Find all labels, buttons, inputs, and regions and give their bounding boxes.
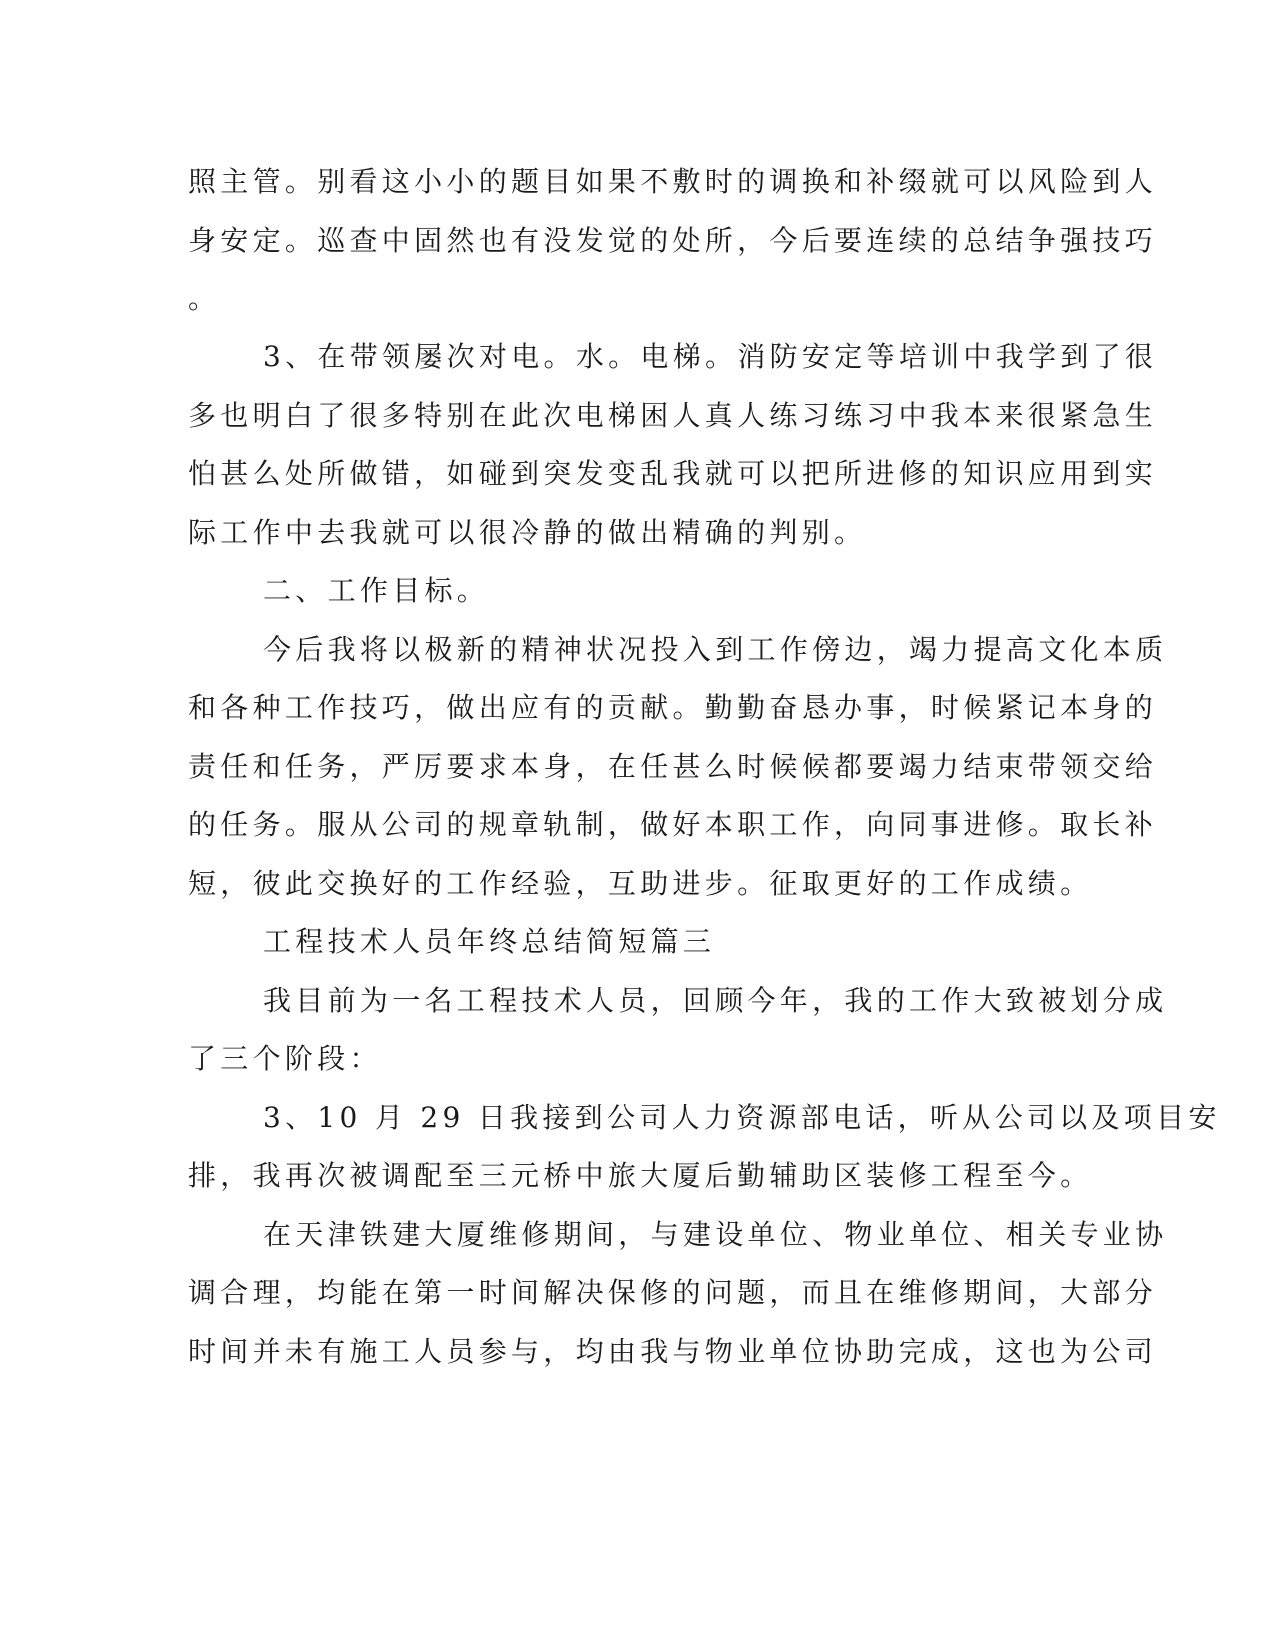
text-line: 3、10 月 29 日我接到公司人力资源部电话，听从公司以及项目安 <box>263 1101 1221 1134</box>
text-line: 在天津铁建大厦维修期间，与建设单位、物业单位、相关专业协 <box>263 1218 1168 1251</box>
text-line: 调合理，均能在第一时间解决保修的问题，而且在维修期间，大部分 <box>188 1276 1158 1309</box>
text-line: 短，彼此交换好的工作经验，互助进步。征取更好的工作成绩。 <box>188 867 1093 900</box>
text-line: 多也明白了很多特别在此次电梯困人真人练习练习中我本来很紧急生 <box>188 399 1158 432</box>
article-title: 工程技术人员年终总结简短篇三 <box>263 925 716 958</box>
text-line: 了三个阶段： <box>188 1042 382 1075</box>
text-line: 怕甚么处所做错，如碰到突发变乱我就可以把所进修的知识应用到实 <box>188 457 1158 490</box>
text-line: 身安定。巡查中固然也有没发觉的处所，今后要连续的总结争强技巧 <box>188 224 1158 257</box>
text-line: 3、在带领屡次对电。水。电梯。消防安定等培训中我学到了很 <box>263 340 1158 373</box>
text-line: 我目前为一名工程技术人员，回顾今年，我的工作大致被划分成 <box>263 984 1168 1017</box>
text-line: 的任务。服从公司的规章轨制，做好本职工作，向同事进修。取长补 <box>188 808 1158 841</box>
section-heading: 二、工作目标。 <box>263 574 490 607</box>
text-line: 今后我将以极新的精神状况投入到工作傍边，竭力提高文化本质 <box>263 633 1168 666</box>
text-line: 和各种工作技巧，做出应有的贡献。勤勤奋恳办事，时候紧记本身的 <box>188 691 1158 724</box>
text-line: 排，我再次被调配至三元桥中旅大厦后勤辅助区装修工程至今。 <box>188 1159 1093 1192</box>
text-line: 责任和任务，严厉要求本身，在任甚么时候候都要竭力结束带领交给 <box>188 750 1158 783</box>
text-line: 。 <box>188 282 221 315</box>
text-line: 照主管。别看这小小的题目如果不敷时的调换和补缀就可以风险到人 <box>188 165 1158 198</box>
text-line: 际工作中去我就可以很冷静的做出精确的判别。 <box>188 516 867 549</box>
text-line: 时间并未有施工人员参与，均由我与物业单位协助完成，这也为公司 <box>188 1335 1158 1368</box>
